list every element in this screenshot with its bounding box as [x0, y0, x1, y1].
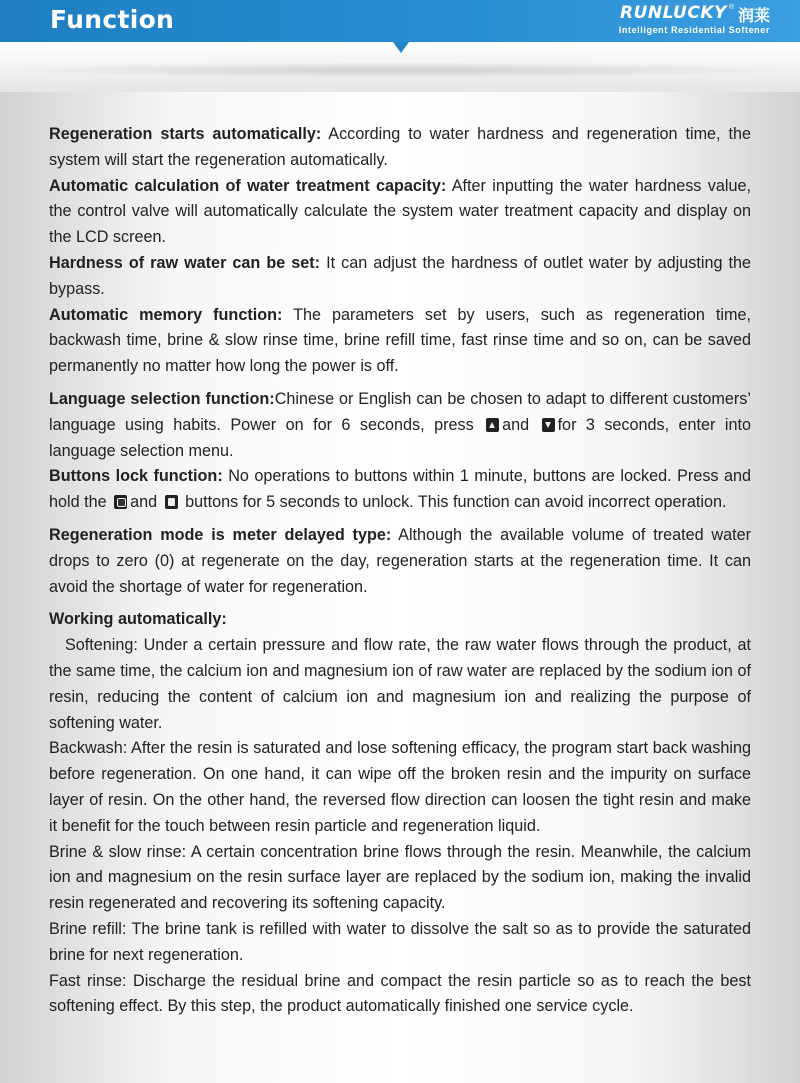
- regen-auto-heading: Regeneration starts automatically:: [49, 125, 322, 143]
- down-arrow-button-icon: [542, 418, 555, 432]
- lock-text-1: No operations to buttons within 1 minute, buttons are locked. Press and hold the: [49, 467, 752, 512]
- language-text-2: and: [502, 415, 530, 434]
- brand-logo: [619, 3, 770, 35]
- brand-tagline: Intelligent Residential Softener: [618, 25, 770, 35]
- fast-rinse-paragraph: Fast rinse: Discharge the residual brine and compact the resin particle so as to reach the best softening effect. By this step, the product automatically finished one service cycle.: [49, 971, 751, 1016]
- function-content: [49, 122, 751, 1020]
- auto-calc-paragraph: [49, 174, 751, 251]
- menu-button-icon: [114, 495, 127, 509]
- language-paragraph: [49, 387, 751, 464]
- brand-registered-mark: ®: [728, 4, 734, 11]
- auto-calc-text: After inputting the water hardness value, the control valve will automatically calculate the system water treatment capacity and display on the LCD screen.: [49, 176, 751, 247]
- language-text-1: Chinese or English can be chosen to adapt to different customers’ language using habits. Power on for 6 seconds, press: [49, 389, 751, 434]
- memory-heading: Automatic memory function:: [49, 305, 283, 324]
- language-heading: Language selection function:: [49, 389, 275, 408]
- set-button-icon: [165, 495, 178, 509]
- hardness-text: It can adjust the hardness of outlet water by adjusting the bypass.: [49, 253, 751, 298]
- meter-heading: Regeneration mode is meter delayed type:: [49, 525, 392, 544]
- lock-text-2: and: [130, 493, 158, 512]
- page-title: Function: [50, 5, 175, 34]
- language-text-3: for 3 seconds, enter into language selection menu.: [49, 415, 751, 460]
- regen-auto-paragraph: [49, 122, 751, 174]
- up-arrow-button-icon: [486, 418, 499, 432]
- auto-calc-heading: Automatic calculation of water treatment capacity:: [49, 176, 447, 195]
- backwash-paragraph: Backwash: After the resin is saturated and lose softening efficacy, the program start back washing before regeneration. On one hand, it can wipe off the broken resin and the impurity on surface layer of resin. On the other hand, the reversed flow direction can loosen the tight resin and make it benefit for the touch between resin particle and regeneration liquid.: [49, 739, 751, 835]
- lock-paragraph: [49, 464, 751, 516]
- header-shadow-line: [0, 62, 800, 78]
- memory-paragraph: [49, 303, 751, 380]
- header-notch: [393, 42, 409, 53]
- brand-chinese-name: 润莱: [737, 6, 770, 25]
- memory-text: The parameters set by users, such as regeneration time, backwash time, brine & slow rinse time, brine refill time, fast rinse time and so on, can be saved permanently no matter how long the power is off.: [49, 305, 751, 376]
- regen-auto-text: According to water hardness and regeneration time, the system will start the regeneration automatically.: [49, 125, 751, 169]
- working-heading: Working automatically:: [49, 610, 227, 629]
- meter-text: Although the available volume of treated water drops to zero (0) at regenerate on the day, regeneration starts at the regeneration time. It can avoid the shortage of water for regeneration.: [49, 525, 751, 596]
- brine-refill-paragraph: Brine refill: The brine tank is refilled with water to dissolve the salt so as to provide the saturated brine for next regeneration.: [49, 919, 751, 964]
- softening-paragraph: Softening: Under a certain pressure and flow rate, the raw water flows through the product, at the same time, the calcium ion and magnesium ion of raw water are replaced by the sodium ion of resin, reducing the content of calcium ion and magnesium ion and realizing the purpose of softening water.: [49, 636, 751, 732]
- meter-paragraph: [49, 523, 751, 600]
- brine-rinse-paragraph: Brine & slow rinse: A certain concentration brine flows through the resin. Meanwhile, the calcium ion and magnesium on the resin surface layer are replaced by the sodium ion, making the invalid resin regenerated and recovering its softening capacity.: [49, 842, 751, 913]
- hardness-heading: Hardness of raw water can be set:: [49, 253, 321, 272]
- hardness-paragraph: [49, 251, 751, 303]
- lock-heading: Buttons lock function:: [49, 467, 223, 486]
- brand-name: RUNLUCKY: [620, 3, 727, 23]
- lock-text-3: buttons for 5 seconds to unlock. This function can avoid incorrect operation.: [180, 493, 727, 512]
- header-bar: [0, 0, 800, 42]
